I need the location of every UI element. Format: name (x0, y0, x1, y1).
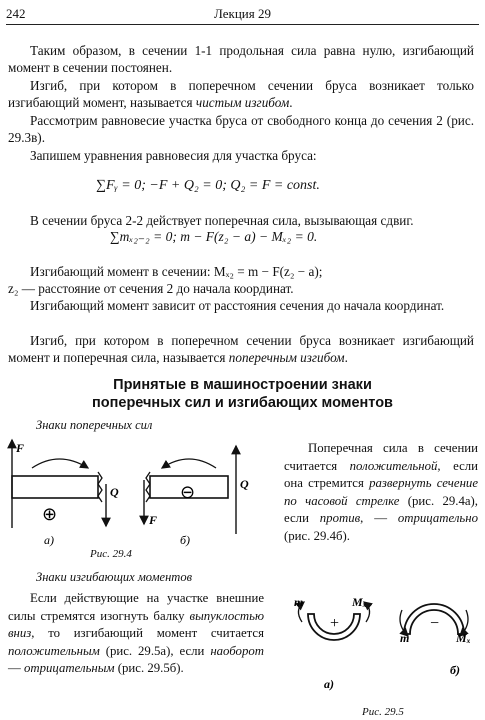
fig294a-diagram (12, 440, 119, 547)
label-a: а) (324, 677, 334, 691)
label-Q-b: Q (240, 477, 249, 491)
fig295-caption: Рис. 29.5 (362, 706, 404, 718)
equation-equilibrium: ∑Fᵧ = 0; −F + Q₂ = 0; Q₂ = F = const. (96, 178, 320, 193)
paragraph-8: Изгибающий момент зависит от расстояния сечения до начала координат. (30, 298, 445, 313)
page-number: 242 (6, 6, 26, 21)
paragraph-1: Таким образом, в сечении 1-1 продольная сила равна нулю, изгибающий момент в сечении постоянен. (8, 43, 474, 76)
label-Mx-b: Mₓ (456, 631, 471, 645)
label-b: б) (450, 663, 460, 677)
label-Mx-a: Mₓ (352, 595, 367, 609)
paragraph-4: Запишем уравнения равновесия для участка бруса: (30, 148, 317, 163)
plus-sign: + (330, 615, 340, 632)
page-header (6, 6, 479, 25)
label-b: б) (180, 533, 191, 547)
paragraph-5: В сечении бруса 2-2 действует поперечная сила, вызывающая сдвиг. (30, 213, 414, 228)
minus-sign-icon: ⊖ (180, 482, 196, 502)
figure-29-4 (4, 432, 274, 562)
beam-segment-a (12, 476, 98, 498)
fig295a-diagram (294, 595, 370, 691)
label-Q-a: Q (110, 485, 119, 499)
fig294-subtitle: Знаки поперечных сил (36, 418, 153, 432)
minus-sign: − (430, 615, 440, 632)
fig295-subtitle: Знаки изгибающих моментов (36, 570, 193, 584)
paragraph-3: Рассмотрим равновесие участка бруса от свободного конца до сечения 2 (рис. 29.3в). (8, 113, 474, 146)
label-a: а) (44, 533, 54, 547)
rotation-arrow-counterclockwise (162, 459, 216, 468)
term-transverse-bending: поперечным изгибом (228, 350, 345, 366)
paragraph-9: Изгиб, при котором в поперечном сечении бруса возникает изгибающий момент и поперечная сила, называется поперечным изгибом. (8, 333, 474, 366)
equation-moments: ∑mₓ₂₋₂ = 0; m − F(z₂ − a) − Mₓ₂ = 0. (110, 229, 318, 244)
label-m-b: m (400, 631, 410, 645)
fig295b-diagram (400, 604, 471, 677)
fig294b-diagram (144, 446, 249, 547)
section-heading-line1: Принятые в машиностроении знаки (113, 377, 372, 393)
label-m-a: m (294, 595, 304, 609)
paragraph-6: Изгибающий момент в сечении: Mₓ₂ = m − F(z₂ − a); (30, 264, 323, 279)
lecture-title: Лекция 29 (214, 6, 271, 21)
paragraph-2: Изгиб, при котором в поперечном сечении бруса возникает только изгибающий момент, называется чистым изгибом. (8, 78, 474, 111)
moment-sign-text: Если действующие на участке внешние силы стремятся изогнуть балку выпуклостью вниз, то изгибающий момент считается положительным (рис. 29.5а), если наоборот — отрицательным (рис. 29.5б). (8, 591, 264, 675)
section-heading-line2: поперечных сил и изгибающих моментов (92, 395, 393, 411)
figure-29-5 (280, 584, 480, 716)
rotation-arrow-clockwise (32, 459, 88, 468)
label-F-b: F (149, 513, 158, 527)
shear-sign-text: Поперечная сила в сечении считается положительной, если она стремится развернуть сечение по часовой стрелке (рис. 29.4а), если против, — отрицательно (рис. 29.4б). (284, 441, 479, 543)
label-F-a: F (16, 441, 25, 455)
term-pure-bending: чистым изгибом (195, 95, 290, 111)
fig294-caption: Рис. 29.4 (90, 548, 132, 560)
paragraph-7: z₂ — расстояние от сечения 2 до начала координат. (8, 281, 294, 296)
plus-sign-icon: ⊕ (42, 504, 58, 524)
